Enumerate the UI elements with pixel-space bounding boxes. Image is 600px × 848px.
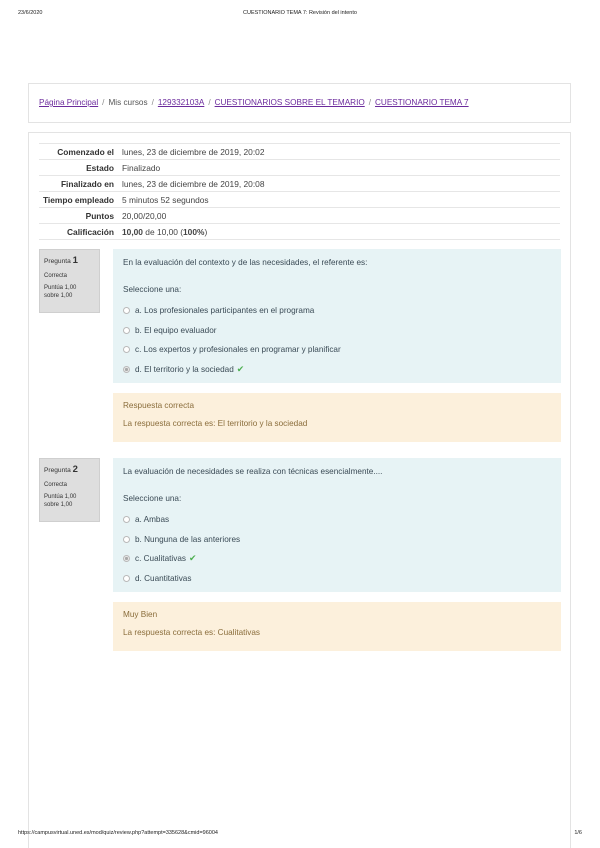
grade-percent: 100% (183, 226, 205, 237)
breadcrumb-my-courses: Mis cursos (108, 98, 148, 107)
answer-label: d. El territorio y la sociedad (135, 364, 234, 374)
print-title: CUESTIONARIO TEMA 7: Revisión del intento (243, 10, 357, 16)
radio-button[interactable] (123, 327, 130, 334)
grade-close: ) (204, 226, 208, 237)
answer-option-selected[interactable] (123, 549, 551, 569)
question-number (44, 464, 95, 477)
summary-row (39, 144, 560, 160)
grade-value: 10,00 (122, 226, 143, 237)
question-2-feedback (113, 602, 561, 651)
question-state: Correcta (44, 272, 68, 279)
summary-row (39, 192, 560, 208)
check-icon: ✔ (188, 553, 197, 564)
question-number-value: 1 (72, 255, 78, 266)
attempt-summary-table (39, 143, 560, 240)
question-prefix: Pregunta (44, 258, 71, 265)
summary-value: 20,00/20,00 (122, 210, 167, 221)
answer-label: c. Los expertos y profesionales en programar y planificar (135, 345, 341, 355)
summary-label: Estado (86, 162, 114, 173)
breadcrumb-separator: / (208, 98, 211, 107)
answer-label: d. Cuantitativas (135, 573, 192, 583)
question-2-formulation (113, 458, 561, 592)
question-text: La evaluación de necesidades se realiza con técnicas esencialmente.... (123, 467, 383, 476)
summary-row (39, 160, 560, 176)
grade-out-of: de 10,00 ( (142, 226, 184, 237)
feedback-title: Muy Bien (123, 610, 158, 619)
summary-value (120, 224, 560, 240)
summary-row (39, 224, 560, 240)
answer-option[interactable] (123, 530, 551, 550)
breadcrumb-quiz-link[interactable]: CUESTIONARIO TEMA 7 (375, 98, 469, 107)
print-header (18, 10, 582, 20)
print-url: https://campusvirtual.uned.es/mod/quiz/review.php?attempt=335628&cmid=96004 (18, 830, 218, 836)
answer-label: b. Nunguna de las anteriores (135, 534, 241, 544)
answer-option[interactable] (123, 321, 551, 341)
breadcrumb-container (28, 83, 571, 123)
question-number (44, 255, 95, 268)
print-date: 23/6/2020 (18, 10, 43, 16)
summary-row (39, 176, 560, 192)
feedback-right-answer: La respuesta correcta es: El territorio y la sociedad (123, 419, 308, 428)
question-prefix: Pregunta (44, 467, 71, 474)
summary-row (39, 208, 560, 224)
answer-option[interactable] (123, 510, 551, 530)
answer-label: c. Cualitativas (135, 554, 186, 564)
answer-label: a. Ambas (135, 515, 170, 525)
answer-label: b. El equipo evaluador (135, 325, 217, 335)
summary-value: lunes, 23 de diciembre de 2019, 20:08 (122, 178, 265, 189)
summary-label: Comenzado el (57, 146, 114, 157)
question-prompt: Seleccione una: (123, 285, 182, 294)
question-grade-line2: sobre 1,00 (44, 293, 73, 299)
answer-option[interactable] (123, 569, 551, 589)
radio-button[interactable] (123, 536, 130, 543)
question-grade-line2: sobre 1,00 (44, 502, 73, 508)
summary-label: Tiempo empleado (42, 194, 114, 205)
question-2-info (39, 458, 100, 522)
breadcrumb-course-link[interactable]: 129332103A (157, 98, 205, 107)
question-number-value: 2 (72, 464, 78, 475)
breadcrumb-separator: / (151, 98, 154, 107)
summary-value: 5 minutos 52 segundos (122, 194, 209, 205)
check-icon: ✔ (236, 363, 245, 374)
radio-button[interactable] (123, 346, 130, 353)
answer-option[interactable] (123, 301, 551, 321)
breadcrumb-separator: / (102, 98, 105, 107)
question-1-formulation (113, 249, 561, 383)
summary-value: lunes, 23 de diciembre de 2019, 20:02 (122, 146, 265, 157)
summary-label: Calificación (66, 226, 114, 237)
breadcrumb-home-link[interactable]: Página Principal (39, 98, 99, 107)
radio-button[interactable] (123, 575, 130, 582)
answer-option-selected[interactable] (123, 360, 551, 380)
question-1-feedback (113, 393, 561, 442)
page-number: 1/6 (574, 830, 582, 836)
summary-label: Puntos (85, 210, 114, 221)
feedback-right-answer: La respuesta correcta es: Cualitativas (123, 628, 260, 637)
question-grade-line1: Puntúa 1,00 (44, 284, 77, 291)
question-text: En la evaluación del contexto y de las necesidades, el referente es: (123, 258, 368, 267)
breadcrumb-separator: / (368, 98, 372, 107)
question-1-info (39, 249, 100, 313)
radio-button-checked[interactable] (123, 366, 130, 373)
summary-value: Finalizado (122, 162, 161, 173)
print-footer (18, 830, 582, 840)
question-grade-line1: Puntúa 1,00 (44, 493, 77, 500)
answer-option[interactable] (123, 340, 551, 360)
summary-label: Finalizado en (60, 178, 114, 189)
radio-button-checked[interactable] (123, 555, 130, 562)
quiz-review-content (28, 132, 571, 848)
question-state: Correcta (44, 481, 68, 488)
radio-button[interactable] (123, 516, 130, 523)
feedback-title: Respuesta correcta (123, 401, 194, 410)
breadcrumb (39, 98, 469, 107)
breadcrumb-section-link[interactable]: CUESTIONARIOS SOBRE EL TEMARIO (214, 98, 365, 107)
question-prompt: Seleccione una: (123, 494, 182, 503)
answer-label: a. Los profesionales participantes en el programa (135, 306, 315, 316)
radio-button[interactable] (123, 307, 130, 314)
